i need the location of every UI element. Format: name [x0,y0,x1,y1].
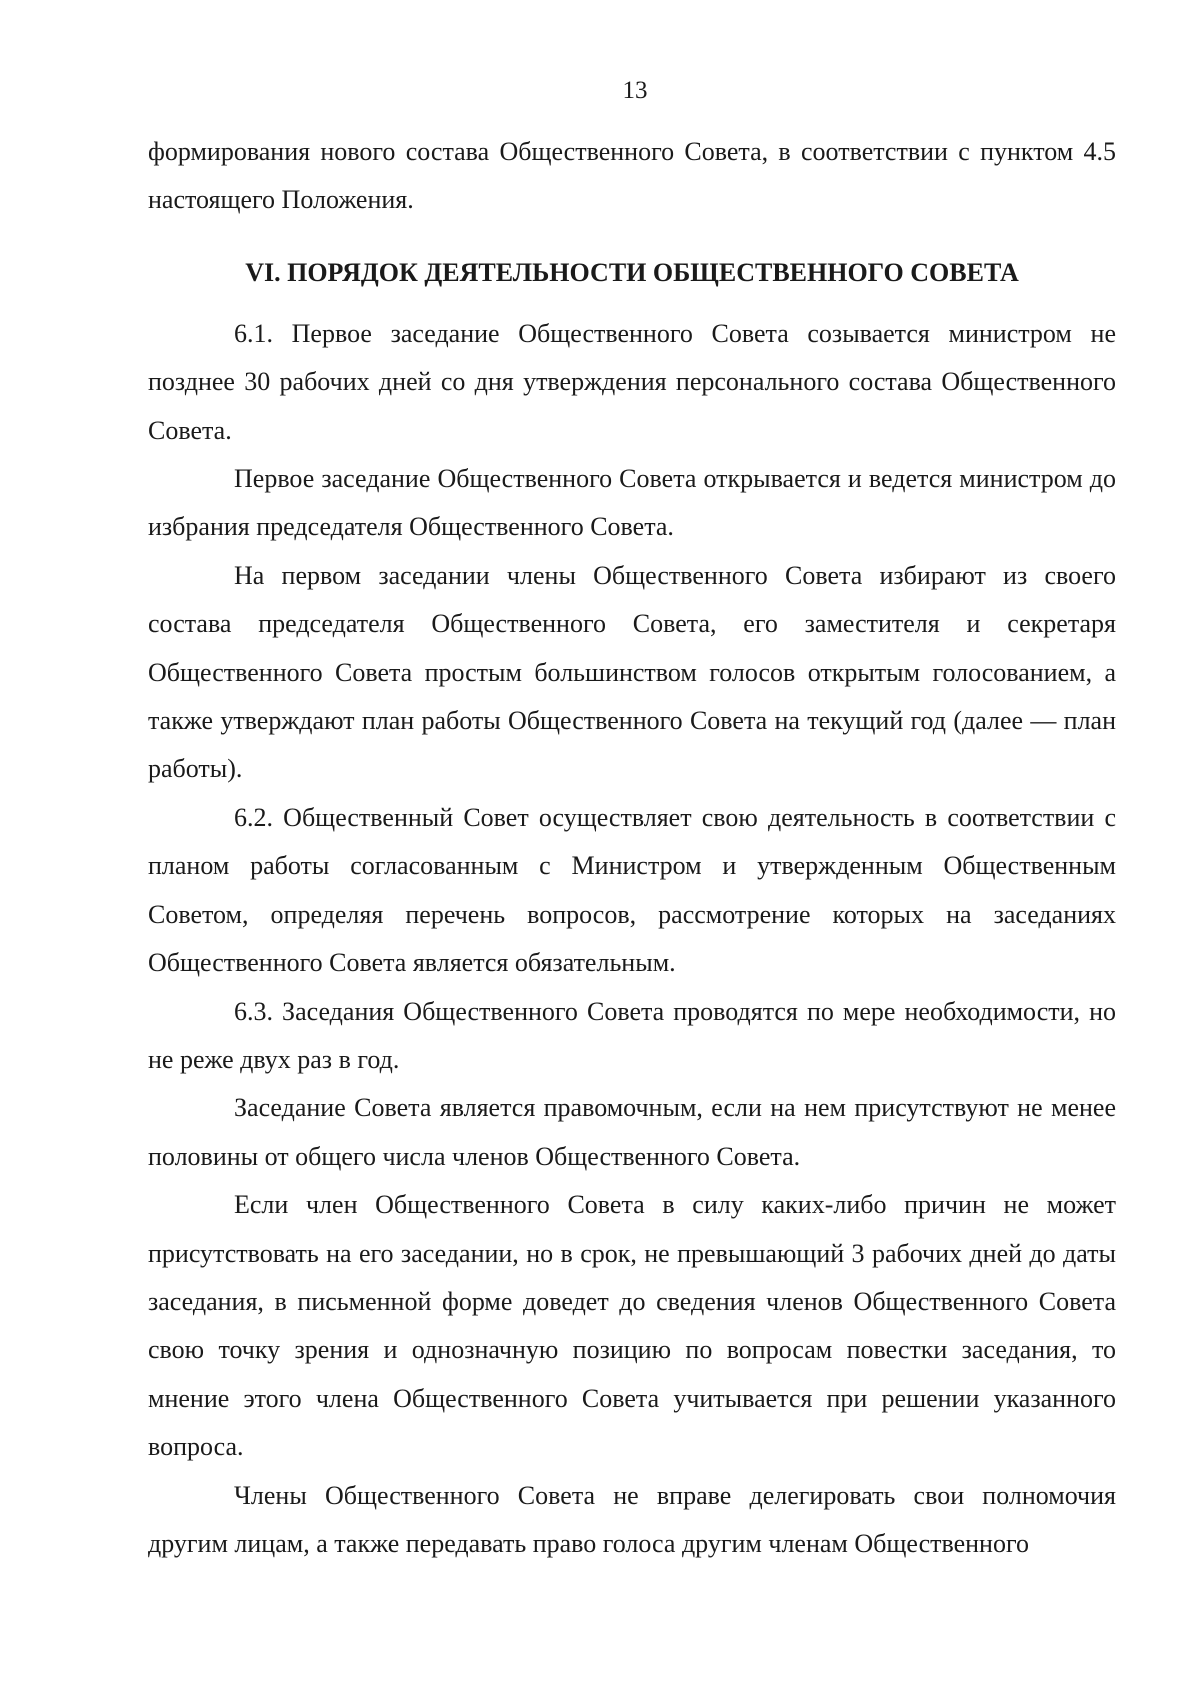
paragraph-quorum: Заседание Совета является правомочным, если на нем присутствуют не менее половины от общего числа членов Общественного Совета. [148,1093,1116,1171]
section-heading: VI. ПОРЯДОК ДЕЯТЕЛЬНОСТИ ОБЩЕСТВЕННОГО СОВЕТА [245,257,1019,287]
paragraph-first-meeting: Первое заседание Общественного Совета открывается и ведется министром до избрания председателя Общественного Совета. [148,464,1116,542]
paragraph-6-3: 6.3. Заседания Общественного Совета проводятся по мере необходимости, но не реже двух раз в год. [148,996,1116,1074]
page-number: 13 [622,77,648,104]
intro-paragraph: формирования нового состава Общественного Совета, в соответствии с пунктом 4.5 настоящего Положения. [148,137,1116,215]
document-body [148,128,1116,1568]
paragraph-delegation: Члены Общественного Совета не вправе делегировать свои полномочия другим лицам, а также передавать право голоса другим членам Общественного [148,1480,1116,1558]
paragraph-6-1: 6.1. Первое заседание Общественного Совета созывается министром не позднее 30 рабочих дней со дня утверждения персонального состава Общественного Совета. [148,318,1116,445]
paragraph-6-2: 6.2. Общественный Совет осуществляет свою деятельность в соответствии с планом работы согласованным с Министром и утвержденным Общественным Советом, определяя перечень вопросов, рассмотрение которых на заседаниях Общественного Совета является обязательным. [148,802,1116,978]
paragraph-absent-member: Если член Общественного Совета в силу каких-либо причин не может присутствовать на его заседании, но в срок, не превышающий 3 рабочих дней до даты заседания, в письменной форме доведет до сведения членов Общественного Совета свою точку зрения и однозначную позицию по вопросам повестки заседания, то мнение этого члена Общественного Совета учитывается при решении указанного вопроса. [148,1190,1116,1462]
paragraph-elections: На первом заседании члены Общественного Совета избирают из своего состава председателя Общественного Совета, его заместителя и секретаря Общественного Совета простым большинством голосов открытым голосованием, а также утверждают план работы Общественного Совета на текущий год (далее — план работы). [148,560,1116,784]
